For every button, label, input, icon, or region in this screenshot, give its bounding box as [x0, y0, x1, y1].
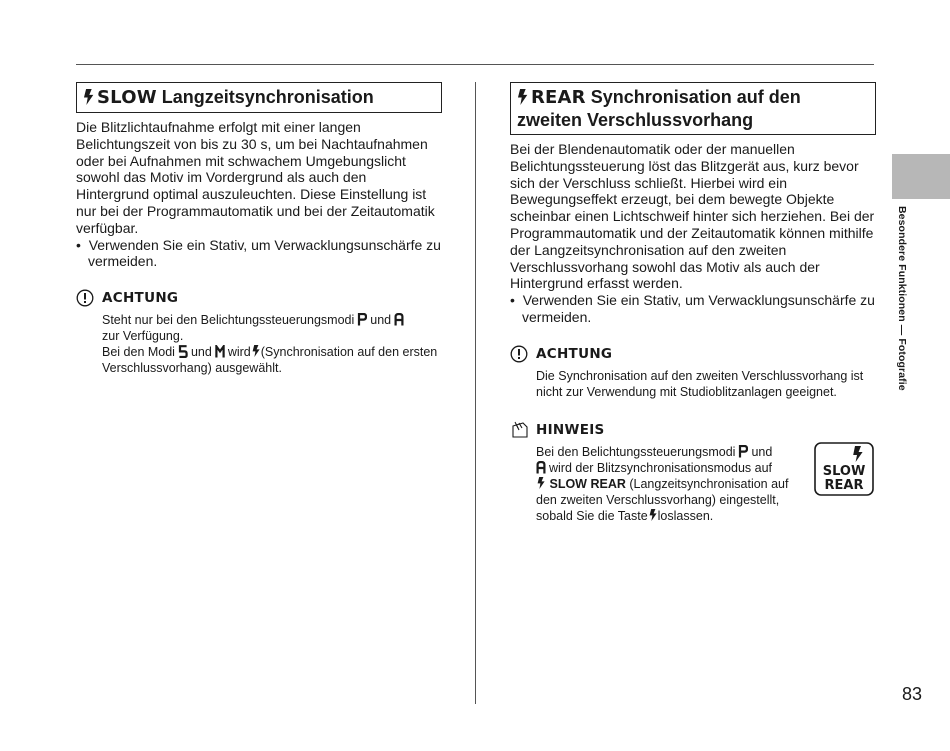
caution-title: ACHTUNG — [102, 290, 179, 307]
mode-a-icon — [394, 313, 404, 326]
heading-mode-label: SLOW — [97, 87, 157, 108]
hint-note-icon — [510, 420, 530, 440]
hint-text-part: Bei den Belichtungssteuerungsmodi — [536, 444, 736, 459]
side-tab — [892, 154, 950, 199]
bullet-text: Verwenden Sie ein Stativ, um Verwacklungsunschärfe zu vermeiden. — [88, 236, 441, 270]
mode-a-icon — [536, 461, 546, 474]
caution-title: ACHTUNG — [536, 345, 613, 362]
caution-text — [76, 312, 442, 376]
rear-section-heading — [510, 82, 876, 135]
slow-section-heading — [76, 82, 442, 113]
left-column — [76, 82, 442, 376]
side-section-label: Besondere Funktionen — Fotografie — [896, 206, 908, 391]
rear-bullet: • Verwenden Sie ein Stativ, um Verwacklungsunschärfe zu vermeiden. — [510, 292, 875, 325]
hint-mode-label: SLOW REAR — [549, 476, 626, 491]
caution-circle-icon — [76, 289, 94, 307]
hint-block — [510, 420, 876, 524]
caution-text-part: zur Verfügung. — [102, 329, 184, 344]
hint-text-part: und — [751, 444, 773, 459]
caution-text-part: (Synchronisation auf den ersten Verschlussvorhang) ausgewählt. — [102, 345, 438, 376]
flash-bolt-icon — [537, 477, 545, 489]
slow-caution-block — [76, 288, 442, 376]
caution-circle-icon — [510, 345, 528, 363]
caution-text: Die Synchronisation auf den zweiten Verschlussvorhang ist nicht zur Verwendung mit Studioblitzanlagen geeignet. — [536, 368, 864, 399]
mode-p-icon — [357, 313, 367, 326]
column-divider — [475, 82, 476, 704]
hint-text-part: (Langzeitsynchronisation auf den zweiten Verschlussvorhang) eingestellt, sobald Sie die Taste — [536, 476, 789, 523]
rear-description: Bei der Blendenautomatik oder der manuellen Belichtungssteuerung löst das Blitzgerät aus, kurz bevor sich der Verschluss schließt. Hierbei wird ein Bewegungseffekt erzeugt, bei dem bewegte Objekte scheinbar einen Lichtschweif hinter sich herziehen. Bei der Programmautomatik und der Zeitautomatik können mithilfe der Langzeitsynchronisation auf den zweiten Verschlussvorhang sowohl das Motiv als auch der Hintergrund erfasst werden. — [510, 141, 875, 292]
top-rule — [76, 64, 874, 65]
caution-text-part: Steht nur bei den Belichtungssteuerungsmodi — [102, 313, 355, 328]
heading-title: Langzeitsynchronisation — [161, 87, 374, 107]
caution-text-part: und — [190, 345, 212, 360]
caution-text-part: wird — [227, 345, 251, 360]
mode-p-icon — [738, 445, 748, 458]
bullet-text: Verwenden Sie ein Stativ, um Verwacklungsunschärfe zu vermeiden. — [522, 292, 875, 325]
heading-title: Synchronisation auf den zweiten Verschlussvorhang — [517, 87, 801, 130]
mode-m-icon — [215, 345, 225, 358]
mode-s-icon — [178, 345, 188, 358]
flash-bolt-icon — [517, 89, 528, 105]
page-number: 83 — [902, 684, 923, 704]
hint-title: HINWEIS — [536, 421, 605, 438]
right-column — [510, 82, 876, 524]
caution-text-part: und — [370, 313, 392, 328]
slow-bullet: • Verwenden Sie ein Stativ, um Verwacklungsunschärfe zu vermeiden. — [76, 236, 441, 270]
slow-description: Die Blitzlichtaufnahme erfolgt mit einer langen Belichtungszeit von bis zu 30 s, um bei Nachtaufnahmen oder bei Aufnahmen mit schwachem Umgebungslicht sowohl das Motiv im Vordergrund als auch den Hintergrund optimal auszuleuchten. Diese Einstellung ist nur bei der Programmautomatik und bei der Zeitautomatik verfügbar. — [76, 119, 435, 236]
slow-rear-icon-line1: SLOW — [822, 463, 866, 479]
flash-bolt-icon — [649, 509, 657, 521]
slow-rear-icon — [814, 442, 874, 496]
flash-bolt-icon — [83, 89, 94, 105]
flash-bolt-icon — [252, 345, 260, 357]
hint-text-part: loslassen. — [657, 508, 714, 523]
rear-caution-block — [510, 344, 876, 400]
heading-mode-label: REAR — [531, 87, 586, 108]
caution-text-part: Bei den Modi — [102, 345, 175, 360]
hint-text-part: wird der Blitzsynchronisationsmodus auf — [549, 460, 773, 475]
slow-rear-icon-line2: REAR — [824, 477, 864, 493]
